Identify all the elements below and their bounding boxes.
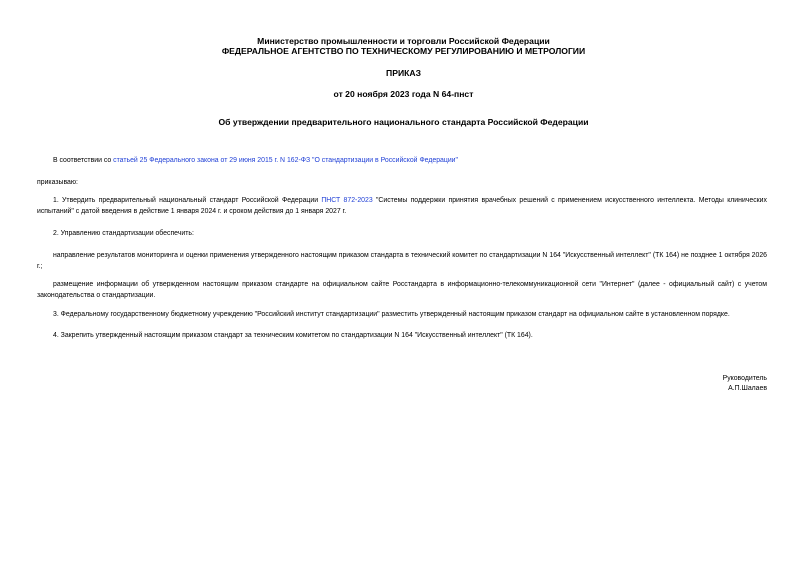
- standard-link[interactable]: ПНСТ 872-2023: [321, 197, 373, 204]
- signature-role: Руководитель: [722, 375, 767, 382]
- federal-law-link[interactable]: статьей 25 Федерального закона от 29 июня 2015 г. N 162-ФЗ "О стандартизации в Российской Федерации": [113, 157, 458, 164]
- item-3-paragraph: 3. Федеральному государственному бюджетному учреждению "Российский институт стандартизации" разместить утвержденный настоящим приказом стандарт на официальном сайте в установленном порядке.: [53, 311, 730, 318]
- item-2-paragraph: 2. Управлению стандартизации обеспечить:: [53, 230, 194, 237]
- item-1-suffix: "Системы поддержки принятия врачебных решений с применением искусственного интеллекта. Методы клинических испытаний" с датой введения в действие 1 января 2024 г. и сроком действия до 1 января 2027 г.: [37, 197, 767, 215]
- item-4-paragraph: 4. Закрепить утвержденный настоящим приказом стандарт за техническим комитетом по стандартизации N 164 "Искусственный интеллект" (ТК 164).: [53, 332, 533, 339]
- item-1-paragraph: [37, 196, 767, 217]
- document-date-number: от 20 ноября 2023 года N 64-пнст: [333, 89, 474, 99]
- item-2a-paragraph: направление результатов мониторинга и оценки применения утвержденного настоящим приказом стандарта в технический комитет по стандартизации N 164 "Искусственный интеллект" (ТК 164) не позднее 1 октября 2026 г.;: [37, 252, 767, 270]
- ministry-name: Министерство промышленности и торговли Российской Федерации: [257, 36, 550, 46]
- legal-basis-paragraph: [37, 156, 767, 167]
- agency-name: ФЕДЕРАЛЬНОЕ АГЕНТСТВО ПО ТЕХНИЧЕСКОМУ РЕГУЛИРОВАНИЮ И МЕТРОЛОГИИ: [221, 46, 586, 56]
- item-2b-paragraph: размещение информации об утвержденном настоящим приказом стандарте на официальном сайте Росстандарта в информационно-телекоммуникационной сети "Интернет" (далее - официальный сайт) с учетом законодательства о стандартизации.: [37, 281, 767, 299]
- signature-name: А.П.Шалаев: [728, 385, 767, 392]
- document-subject: Об утверждении предварительного национального стандарта Российской Федерации: [218, 117, 589, 127]
- document-type: ПРИКАЗ: [386, 68, 421, 78]
- order-word: приказываю:: [37, 179, 78, 186]
- item-1-prefix: 1. Утвердить предварительный национальный стандарт Российской Федерации: [53, 197, 322, 204]
- legal-basis-prefix: В соответствии со: [53, 157, 114, 164]
